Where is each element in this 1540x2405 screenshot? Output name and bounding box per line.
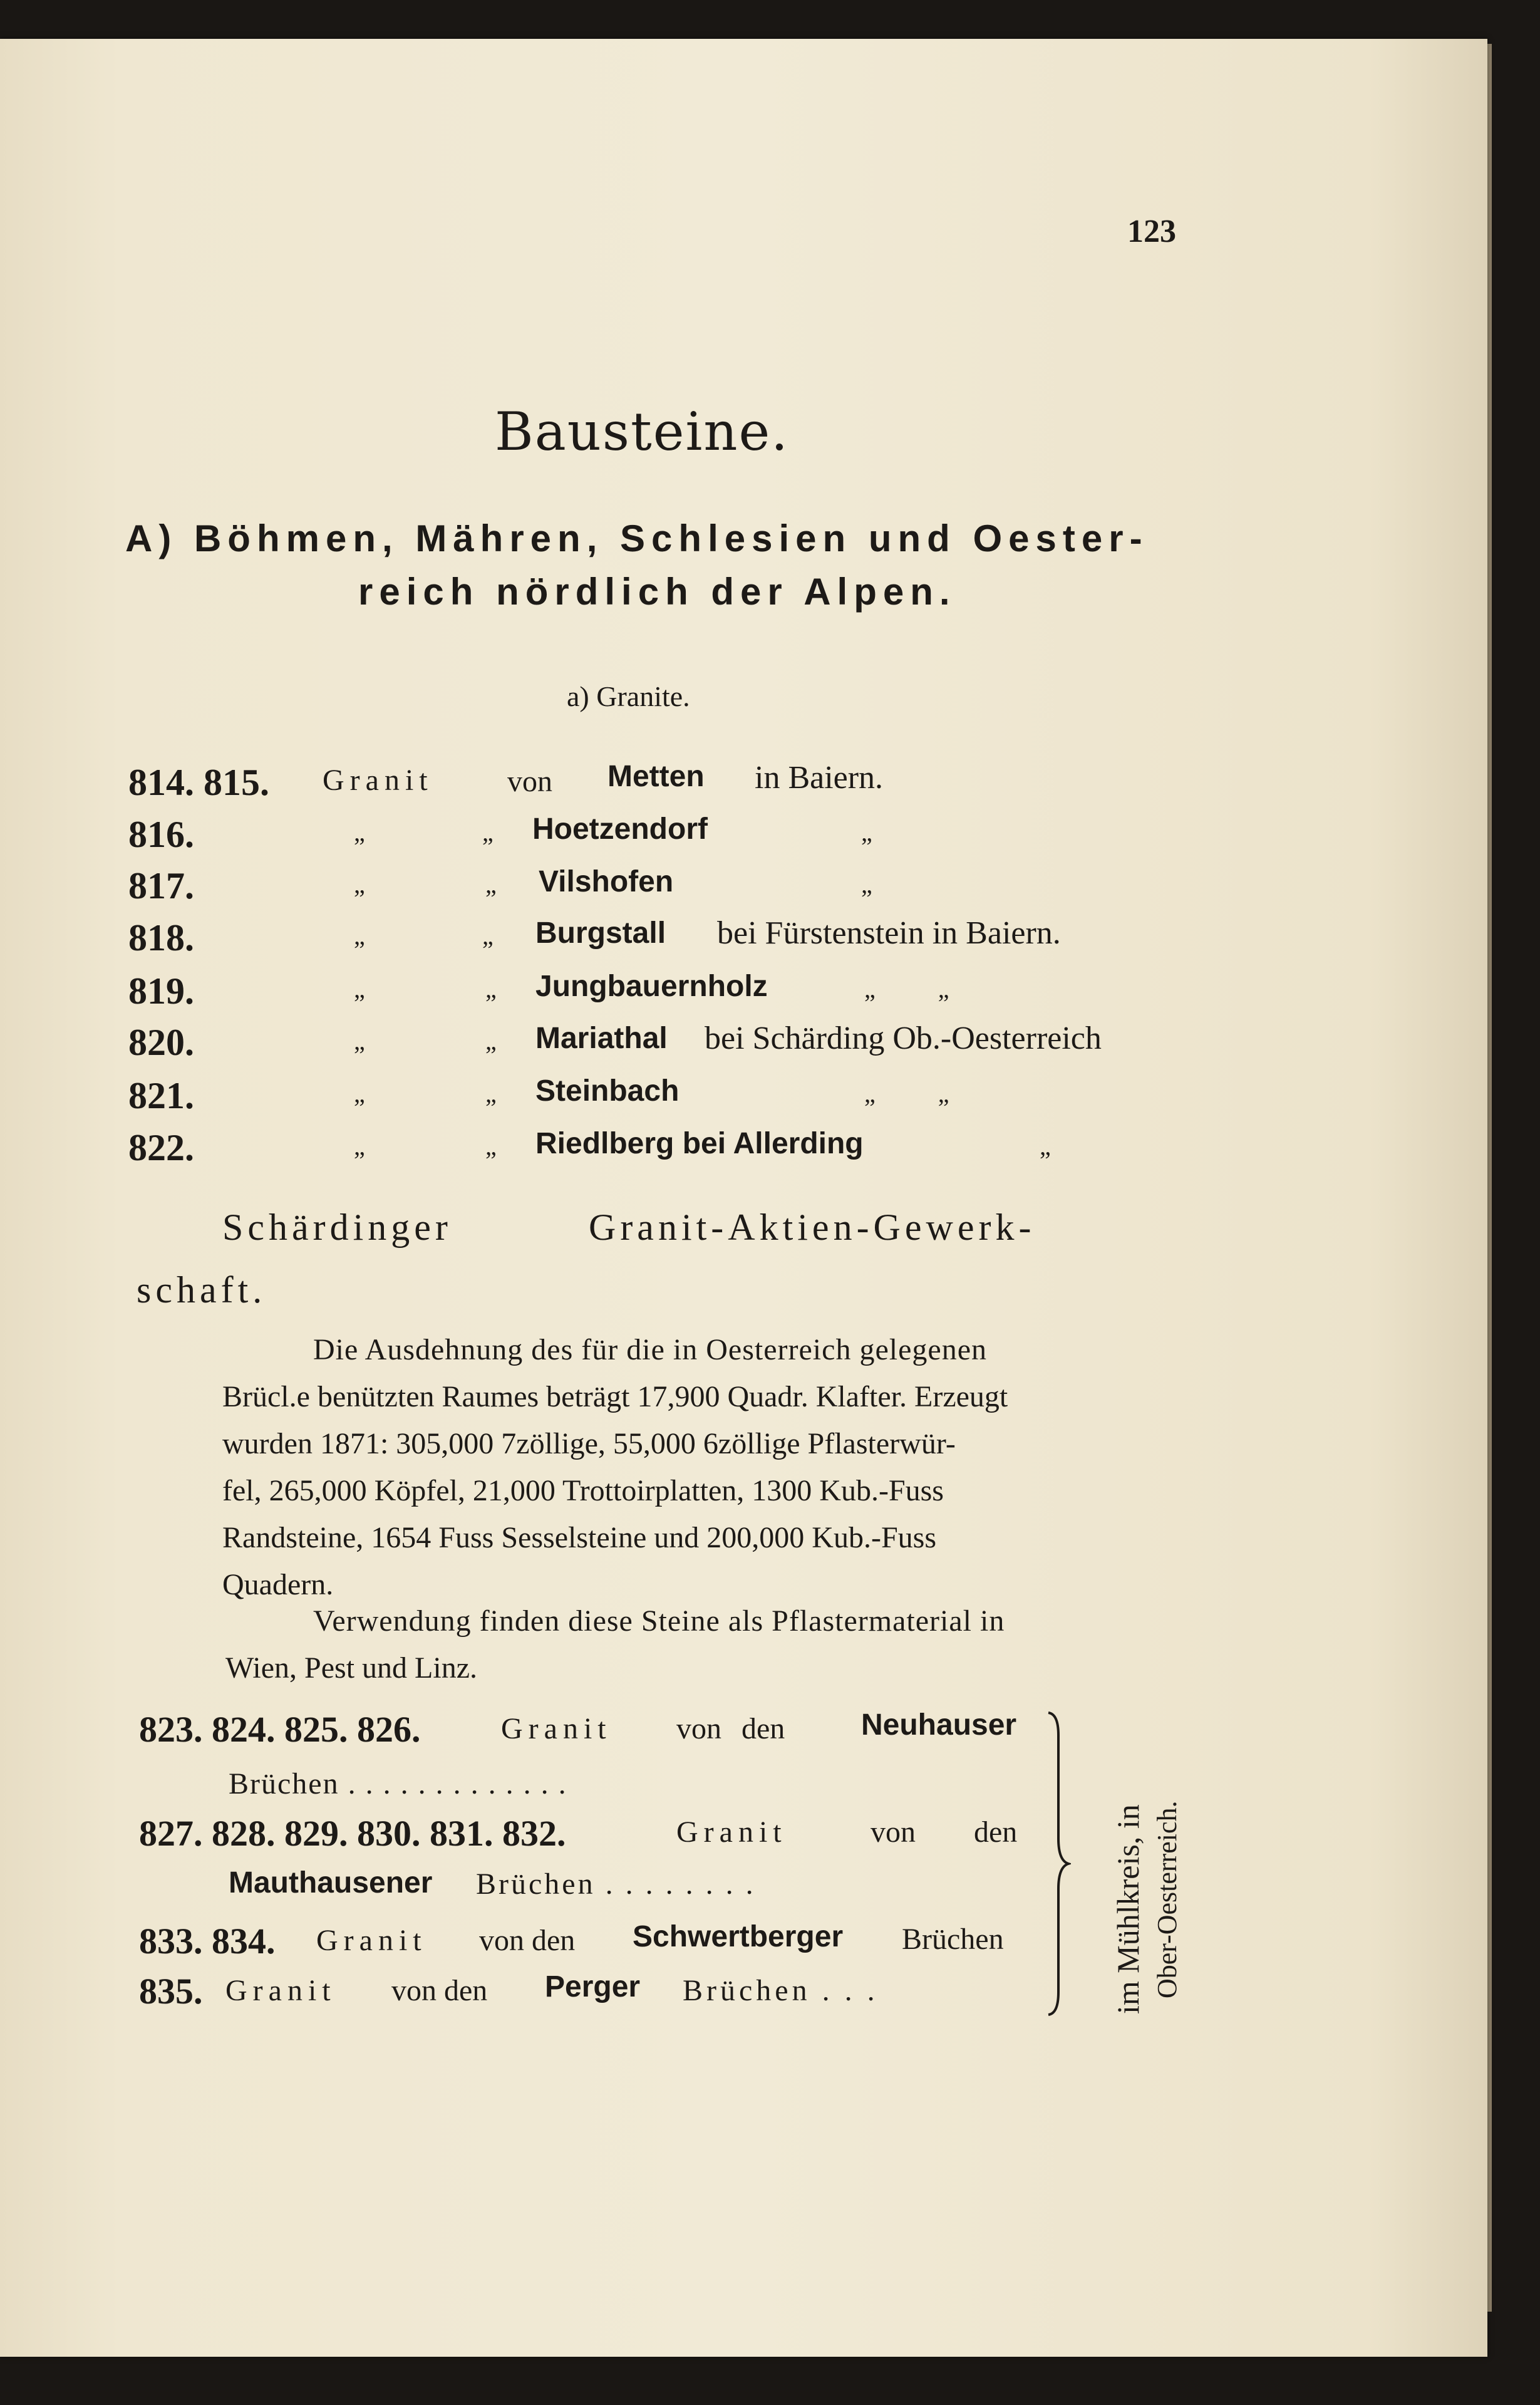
entry-rest: bei Schärding Ob.-Oesterreich [705, 1021, 1102, 1056]
entry-ditto: „ [1040, 1132, 1051, 1160]
text-line: Quadern. [222, 1568, 334, 1601]
entry-stone: Granit [225, 1974, 336, 2007]
entry-ditto: „ [485, 975, 497, 1003]
section-heading-line2: reich nördlich der Alpen. [358, 571, 956, 613]
entry-stone: Granit [323, 764, 433, 797]
entry-number: 819. [128, 970, 194, 1012]
entry-ditto: „ [861, 818, 872, 846]
entry-number: 814. 815. [128, 762, 269, 803]
entry-number: 818. [128, 917, 194, 958]
text-line: Brücl.e benützten Raumes beträgt 17,900 Quadr. Klafter. Erzeugt [222, 1380, 1008, 1413]
entry-number: 833. 834. [139, 1921, 276, 1961]
entry-ditto: „ „ [864, 1079, 949, 1108]
entry-ditto: „ [354, 922, 365, 950]
entry-place: Riedlberg bei Allerding [535, 1127, 864, 1160]
entry-ditto: „ „ [864, 975, 949, 1003]
entry-von: von [871, 1815, 916, 1849]
entry-rest: Brüchen [902, 1923, 1004, 1956]
entry-stone: Granit [676, 1815, 787, 1849]
text-line: Die Ausdehnung des für die in Oesterreich gelegenen [313, 1333, 987, 1366]
entry-ditto: „ [485, 1079, 497, 1108]
company-name-part1: Schärdinger [222, 1207, 452, 1248]
entry-ditto: „ [354, 1079, 365, 1108]
entry-place: Steinbach [535, 1074, 680, 1108]
subsection-heading: a) Granite. [567, 680, 690, 712]
entry-ditto: „ [482, 922, 494, 950]
entry-rest: Brüchen . . . [683, 1974, 879, 2007]
page-number: 123 [1127, 214, 1176, 249]
entry-place: Jungbauernholz [535, 970, 768, 1003]
entry-place: Hoetzendorf [532, 813, 708, 846]
entry-von: von [507, 765, 552, 798]
entry-ditto: „ [354, 1132, 365, 1160]
entry-number: 823. 824. 825. 826. [139, 1709, 421, 1750]
entry-den: den [974, 1815, 1018, 1849]
entry-stone: Granit [501, 1712, 612, 1745]
entry-place: Schwertberger [633, 1920, 844, 1953]
company-name-part3: schaft. [137, 1269, 267, 1311]
curly-brace [1046, 1710, 1071, 2017]
entry-place: Perger [545, 1970, 641, 2003]
entry-vonden: von den [676, 1712, 785, 1745]
book-page [0, 39, 1487, 2357]
entry-rest: in Baiern. [755, 760, 884, 796]
entry-place: Vilshofen [539, 865, 674, 898]
text-line: Verwendung finden diese Steine als Pflastermaterial in [313, 1604, 1005, 1638]
entry-line2: Brüchen . . . . . . . . . . . . . [229, 1767, 567, 1800]
entry-number: 821. [128, 1075, 194, 1116]
entry-place: Mauthausener [229, 1866, 433, 1899]
entry-number: 827. 828. 829. 830. 831. 832. [139, 1813, 566, 1854]
entry-place: Neuhauser [861, 1708, 1017, 1742]
entry-number: 822. [128, 1127, 194, 1168]
entry-vonden: von den [479, 1924, 576, 1957]
entry-ditto: „ [354, 1027, 365, 1055]
entry-place: Mariathal [535, 1022, 668, 1055]
text-line: fel, 265,000 Köpfel, 21,000 Trottoirplatten, 1300 Kub.-Fuss [222, 1474, 944, 1507]
entry-line2: Brüchen . . . . . . . . [476, 1867, 756, 1901]
entry-place: Metten [607, 760, 705, 793]
entry-place: Burgstall [535, 917, 666, 950]
entry-ditto: „ [485, 1132, 497, 1160]
entry-number: 835. [139, 1971, 203, 2012]
company-name-part2: Granit-Aktien-Gewerk- [589, 1207, 1036, 1248]
section-heading-line1: A) Böhmen, Mähren, Schlesien und Oester- [125, 517, 1149, 559]
entry-ditto: „ [354, 818, 365, 846]
text-line: Wien, Pest und Linz. [225, 1651, 477, 1685]
entry-number: 820. [128, 1022, 194, 1063]
entry-vonden: von den [391, 1974, 488, 2007]
brace-note-line1: im Mühlkreis, in [1110, 1804, 1145, 2014]
entry-stone: Granit [316, 1924, 427, 1957]
entry-ditto: „ [861, 870, 872, 898]
entry-ditto: „ [485, 870, 497, 898]
entry-ditto: „ [354, 870, 365, 898]
entry-number: 816. [128, 814, 194, 855]
page-title: Bausteine. [495, 401, 789, 462]
text-line: Randsteine, 1654 Fuss Sesselsteine und 200,000 Kub.-Fuss [222, 1521, 936, 1554]
brace-note-line2: Ober-Oesterreich. [1152, 1800, 1182, 1998]
text-line: wurden 1871: 305,000 7zöllige, 55,000 6zöllige Pflasterwür- [222, 1427, 956, 1460]
entry-rest: bei Fürstenstein in Baiern. [717, 915, 1061, 951]
entry-number: 817. [128, 865, 194, 906]
entry-ditto: „ [485, 1027, 497, 1055]
entry-ditto: „ [354, 975, 365, 1003]
entry-ditto: „ [482, 818, 494, 846]
